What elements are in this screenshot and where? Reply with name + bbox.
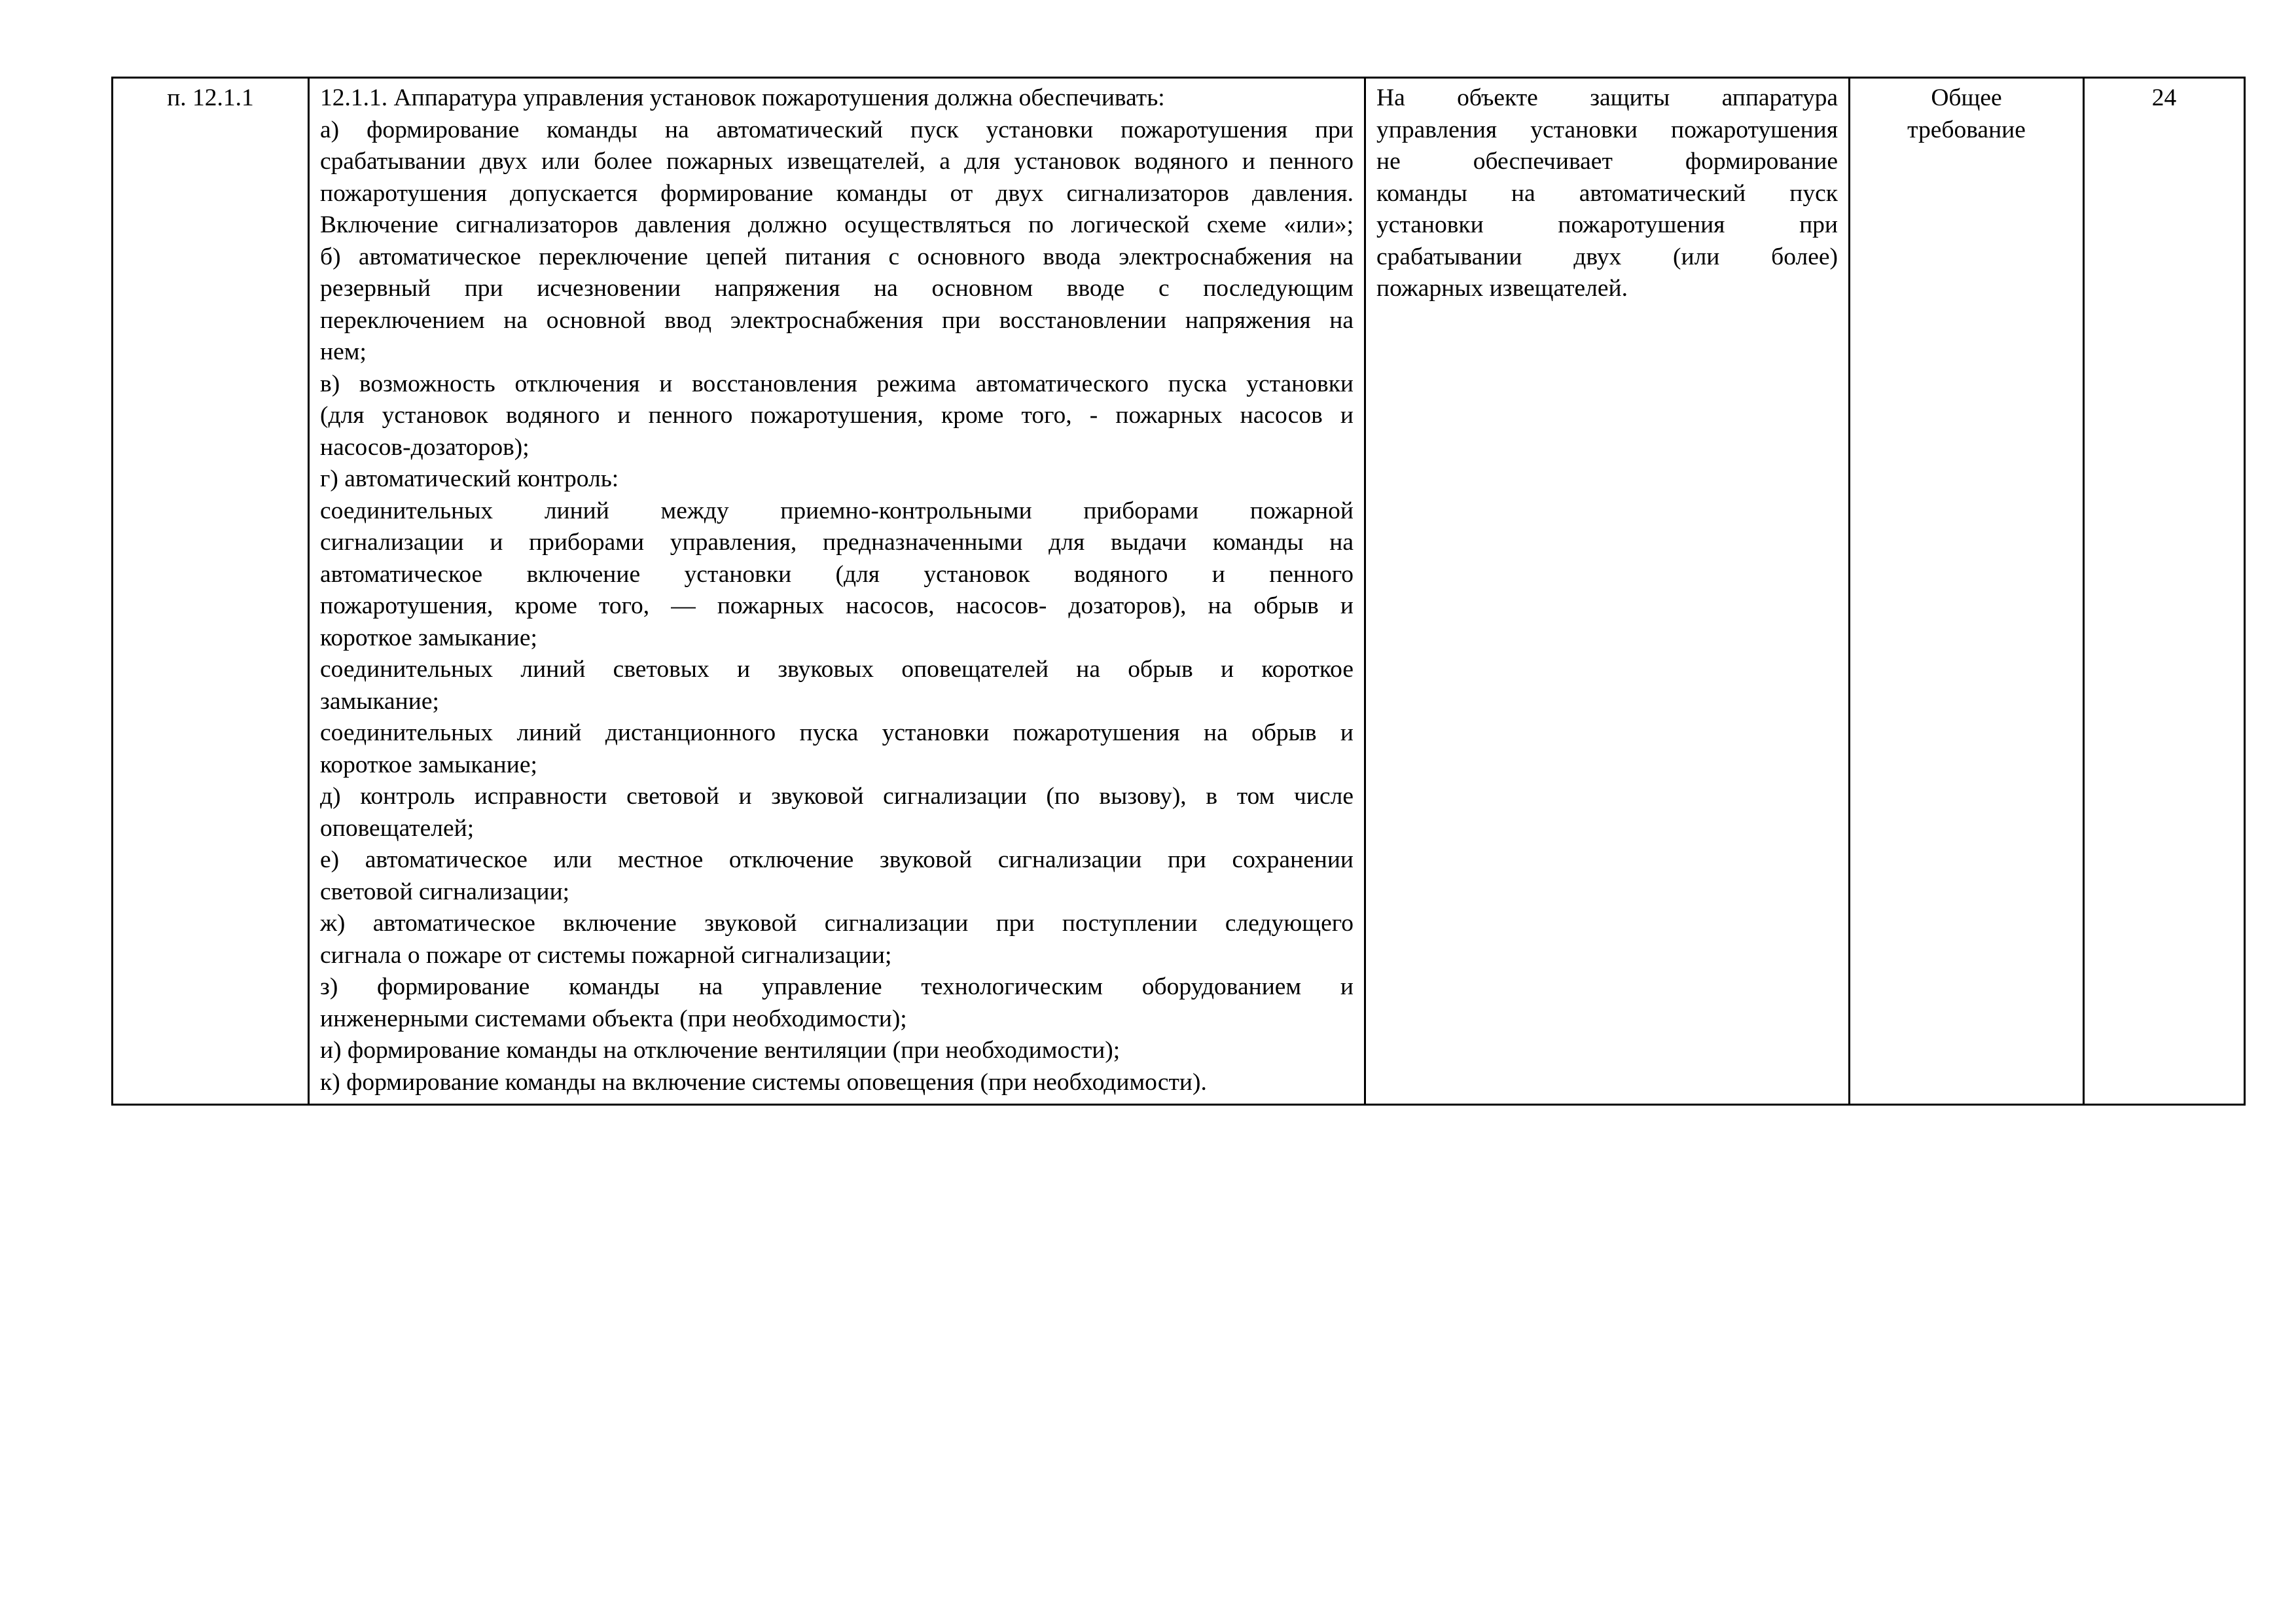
item-number: 24 (2151, 84, 2177, 111)
requirement-line: в) возможность отключения и восстановления режима автоматического пуска установки (320, 370, 1354, 397)
requirement-line: короткое замыкание; (320, 751, 537, 778)
table-row (113, 78, 2245, 1105)
requirement-line: короткое замыкание; (320, 624, 537, 651)
requirement-line: сигнала о пожаре от системы пожарной сигнализации; (320, 941, 892, 969)
requirement-line: к) формирование команды на включение системы оповещения (при необходимости). (320, 1068, 1207, 1096)
item-number-cell (2084, 78, 2245, 1105)
requirement-line: соединительных линий между приемно-контрольными приборами пожарной (320, 497, 1354, 524)
requirement-line: замыкание; (320, 687, 439, 715)
requirement-line: резервный при исчезновении напряжения на основном вводе с последующим (320, 275, 1354, 302)
requirement-line: б) автоматическое переключение цепей питания с основного ввода электроснабжения на (320, 243, 1354, 270)
requirement-type-line-2: требование (1907, 116, 2026, 143)
violation-line: установки пожаротушения при (1376, 211, 1838, 238)
requirement-line: насосов-дозаторов); (320, 433, 529, 461)
requirement-line: соединительных линий дистанционного пуска установки пожаротушения на обрыв и (320, 719, 1354, 746)
violation-line: срабатывании двух (или более) (1376, 243, 1838, 270)
requirement-line: пожаротушения допускается формирование команды от двух сигнализаторов давления. (320, 179, 1354, 207)
requirement-type-line-1: Общее (1931, 84, 2002, 111)
requirement-line: нем; (320, 338, 367, 365)
requirement-line: ж) автоматическое включение звуковой сигнализации при поступлении следующего (320, 910, 1354, 937)
requirement-cell (309, 78, 1365, 1105)
requirement-line: соединительных линий световых и звуковых оповещателей на обрыв и короткое (320, 656, 1354, 683)
violation-line: пожарных извещателей. (1376, 275, 1628, 302)
violations-table (111, 77, 2246, 1106)
requirement-line: оповещателей; (320, 814, 475, 842)
requirement-type-cell (1850, 78, 2084, 1105)
requirement-line: инженерными системами объекта (при необходимости); (320, 1005, 907, 1032)
requirement-line: срабатывании двух или более пожарных извещателей, а для установок водяного и пенного (320, 148, 1354, 175)
requirement-line: и) формирование команды на отключение вентиляции (при необходимости); (320, 1037, 1121, 1064)
requirement-line: переключением на основной ввод электроснабжения при восстановлении напряжения на (320, 306, 1354, 334)
reference-cell (113, 78, 309, 1105)
requirement-line: 12.1.1. Аппаратура управления установок пожаротушения должна обеспечивать: (320, 84, 1165, 111)
violation-cell (1365, 78, 1850, 1105)
reference-text: п. 12.1.1 (167, 84, 254, 111)
requirement-line: Включение сигнализаторов давления должно осуществляться по логической схеме «или»; (320, 211, 1354, 238)
requirement-line: е) автоматическое или местное отключение звуковой сигнализации при сохранении (320, 846, 1354, 873)
requirement-text (320, 82, 1354, 1098)
violation-line: управления установки пожаротушения (1376, 116, 1838, 143)
requirement-line: г) автоматический контроль: (320, 465, 619, 492)
requirement-line: световой сигнализации; (320, 878, 570, 905)
requirement-line: з) формирование команды на управление технологическим оборудованием и (320, 973, 1354, 1000)
requirement-line: пожаротушения, кроме того, — пожарных насосов, насосов- дозаторов), на обрыв и (320, 592, 1354, 619)
violation-line: команды на автоматический пуск (1376, 179, 1838, 207)
requirement-line: автоматическое включение установки (для установок водяного и пенного (320, 560, 1354, 588)
requirement-line: (для установок водяного и пенного пожаротушения, кроме того, - пожарных насосов и (320, 402, 1354, 429)
violation-text (1376, 82, 1838, 305)
requirement-line: д) контроль исправности световой и звуковой сигнализации (по вызову), в том числе (320, 783, 1354, 810)
requirement-line: сигнализации и приборами управления, предназначенными для выдачи команды на (320, 529, 1354, 556)
violation-line: не обеспечивает формирование (1376, 148, 1838, 175)
requirement-line: а) формирование команды на автоматический пуск установки пожаротушения при (320, 116, 1354, 143)
violation-line: На объекте защиты аппаратура (1376, 84, 1838, 111)
